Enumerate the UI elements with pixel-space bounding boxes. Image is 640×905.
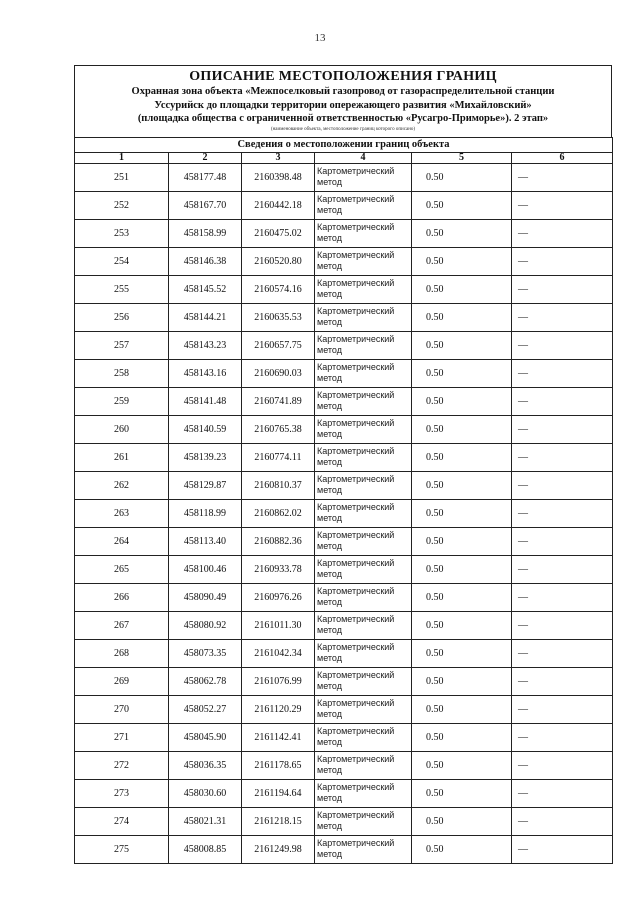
method-cell: Картометрический метод <box>315 807 412 835</box>
accuracy-cell: 0.50 <box>412 779 512 807</box>
boundary-description-document <box>74 65 612 864</box>
table-row <box>75 583 613 611</box>
method-cell: Картометрический метод <box>315 247 412 275</box>
note-dash: — <box>518 311 528 323</box>
accuracy-cell: 0.50 <box>412 667 512 695</box>
table-row <box>75 527 613 555</box>
point-number-cell: 271 <box>75 723 169 751</box>
note-cell <box>512 275 613 303</box>
note-dash: — <box>518 451 528 463</box>
method-cell: Картометрический метод <box>315 667 412 695</box>
point-number-cell: 275 <box>75 835 169 863</box>
note-cell <box>512 611 613 639</box>
note-cell <box>512 415 613 443</box>
accuracy-cell: 0.50 <box>412 331 512 359</box>
y-coordinate-cell: 2160574.16 <box>242 275 315 303</box>
x-coordinate-cell: 458129.87 <box>169 471 242 499</box>
point-number-cell: 265 <box>75 555 169 583</box>
x-coordinate-cell: 458146.38 <box>169 247 242 275</box>
table-row <box>75 611 613 639</box>
accuracy-cell: 0.50 <box>412 807 512 835</box>
table-row <box>75 359 613 387</box>
accuracy-cell: 0.50 <box>412 163 512 191</box>
note-cell <box>512 807 613 835</box>
accuracy-cell: 0.50 <box>412 695 512 723</box>
table-row <box>75 331 613 359</box>
y-coordinate-cell: 2160862.02 <box>242 499 315 527</box>
accuracy-cell: 0.50 <box>412 639 512 667</box>
y-coordinate-cell: 2160475.02 <box>242 219 315 247</box>
x-coordinate-cell: 458143.16 <box>169 359 242 387</box>
method-cell: Картометрический метод <box>315 275 412 303</box>
note-dash: — <box>518 647 528 659</box>
object-name-line-3: (площадка общества с ограниченной ответственностью «Русагро-Приморье»). 2 этап» <box>137 113 549 124</box>
method-cell: Картометрический метод <box>315 359 412 387</box>
x-coordinate-cell: 458100.46 <box>169 555 242 583</box>
column-number-row <box>75 152 613 163</box>
note-dash: — <box>518 759 528 771</box>
note-cell <box>512 359 613 387</box>
note-cell <box>512 555 613 583</box>
table-row <box>75 499 613 527</box>
note-cell <box>512 387 613 415</box>
y-coordinate-cell: 2160398.48 <box>242 163 315 191</box>
point-number-cell: 261 <box>75 443 169 471</box>
section-title: Сведения о местоположении границ объекта <box>75 137 613 152</box>
table-row <box>75 191 613 219</box>
accuracy-cell: 0.50 <box>412 387 512 415</box>
accuracy-cell: 0.50 <box>412 247 512 275</box>
table-row <box>75 835 613 863</box>
table-row <box>75 639 613 667</box>
table-row <box>75 247 613 275</box>
section-header-row <box>75 137 613 152</box>
x-coordinate-cell: 458167.70 <box>169 191 242 219</box>
table-row <box>75 275 613 303</box>
note-cell <box>512 163 613 191</box>
accuracy-cell: 0.50 <box>412 499 512 527</box>
y-coordinate-cell: 2161194.64 <box>242 779 315 807</box>
y-coordinate-cell: 2161011.30 <box>242 611 315 639</box>
note-cell <box>512 695 613 723</box>
y-coordinate-cell: 2160810.37 <box>242 471 315 499</box>
y-coordinate-cell: 2161042.34 <box>242 639 315 667</box>
point-number-cell: 262 <box>75 471 169 499</box>
x-coordinate-cell: 458073.35 <box>169 639 242 667</box>
method-cell: Картометрический метод <box>315 163 412 191</box>
y-coordinate-cell: 2160765.38 <box>242 415 315 443</box>
method-cell: Картометрический метод <box>315 443 412 471</box>
y-coordinate-cell: 2161218.15 <box>242 807 315 835</box>
y-coordinate-cell: 2160933.78 <box>242 555 315 583</box>
document-title: ОПИСАНИЕ МЕСТОПОЛОЖЕНИЯ ГРАНИЦ <box>189 69 497 84</box>
x-coordinate-cell: 458141.48 <box>169 387 242 415</box>
accuracy-cell: 0.50 <box>412 555 512 583</box>
note-dash: — <box>518 367 528 379</box>
note-cell <box>512 835 613 863</box>
method-cell: Картометрический метод <box>315 779 412 807</box>
accuracy-cell: 0.50 <box>412 835 512 863</box>
y-coordinate-cell: 2160657.75 <box>242 331 315 359</box>
method-cell: Картометрический метод <box>315 331 412 359</box>
point-number-cell: 258 <box>75 359 169 387</box>
table-row <box>75 387 613 415</box>
point-number-cell: 263 <box>75 499 169 527</box>
note-dash: — <box>518 787 528 799</box>
point-number-cell: 252 <box>75 191 169 219</box>
table-row <box>75 751 613 779</box>
note-cell <box>512 219 613 247</box>
point-number-cell: 256 <box>75 303 169 331</box>
x-coordinate-cell: 458008.85 <box>169 835 242 863</box>
y-coordinate-cell: 2161178.65 <box>242 751 315 779</box>
note-cell <box>512 527 613 555</box>
method-cell: Картометрический метод <box>315 723 412 751</box>
note-dash: — <box>518 479 528 491</box>
note-dash: — <box>518 283 528 295</box>
table-row <box>75 779 613 807</box>
x-coordinate-cell: 458052.27 <box>169 695 242 723</box>
y-coordinate-cell: 2160741.89 <box>242 387 315 415</box>
note-dash: — <box>518 507 528 519</box>
point-number-cell: 251 <box>75 163 169 191</box>
note-cell <box>512 667 613 695</box>
point-number-cell: 266 <box>75 583 169 611</box>
y-coordinate-cell: 2161249.98 <box>242 835 315 863</box>
point-number-cell: 267 <box>75 611 169 639</box>
note-dash: — <box>518 535 528 547</box>
note-dash: — <box>518 675 528 687</box>
x-coordinate-cell: 458030.60 <box>169 779 242 807</box>
x-coordinate-cell: 458036.35 <box>169 751 242 779</box>
note-cell <box>512 247 613 275</box>
method-cell: Картометрический метод <box>315 555 412 583</box>
table-row <box>75 723 613 751</box>
accuracy-cell: 0.50 <box>412 611 512 639</box>
table-row <box>75 415 613 443</box>
note-cell <box>512 723 613 751</box>
accuracy-cell: 0.50 <box>412 303 512 331</box>
note-cell <box>512 499 613 527</box>
accuracy-cell: 0.50 <box>412 359 512 387</box>
point-number-cell: 255 <box>75 275 169 303</box>
method-cell: Картометрический метод <box>315 835 412 863</box>
note-dash: — <box>518 171 528 183</box>
note-dash: — <box>518 703 528 715</box>
column-number: 5 <box>412 152 512 163</box>
point-number-cell: 269 <box>75 667 169 695</box>
note-dash: — <box>518 255 528 267</box>
table-row <box>75 695 613 723</box>
note-dash: — <box>518 199 528 211</box>
method-cell: Картометрический метод <box>315 191 412 219</box>
note-dash: — <box>518 591 528 603</box>
point-number-cell: 260 <box>75 415 169 443</box>
method-cell: Картометрический метод <box>315 695 412 723</box>
accuracy-cell: 0.50 <box>412 443 512 471</box>
point-number-cell: 253 <box>75 219 169 247</box>
accuracy-cell: 0.50 <box>412 275 512 303</box>
method-cell: Картометрический метод <box>315 387 412 415</box>
point-number-cell: 274 <box>75 807 169 835</box>
method-cell: Картометрический метод <box>315 751 412 779</box>
method-cell: Картометрический метод <box>315 527 412 555</box>
note-cell <box>512 583 613 611</box>
column-number: 4 <box>315 152 412 163</box>
note-cell <box>512 443 613 471</box>
note-cell <box>512 779 613 807</box>
x-coordinate-cell: 458090.49 <box>169 583 242 611</box>
y-coordinate-cell: 2160976.26 <box>242 583 315 611</box>
y-coordinate-cell: 2160690.03 <box>242 359 315 387</box>
coordinates-table <box>74 137 613 864</box>
point-number-cell: 273 <box>75 779 169 807</box>
method-cell: Картометрический метод <box>315 219 412 247</box>
y-coordinate-cell: 2160882.36 <box>242 527 315 555</box>
x-coordinate-cell: 458021.31 <box>169 807 242 835</box>
object-name-line-1: Охранная зона объекта «Межпоселковый газопровод от газораспределительной станции <box>131 86 555 97</box>
note-cell <box>512 639 613 667</box>
note-cell <box>512 303 613 331</box>
x-coordinate-cell: 458062.78 <box>169 667 242 695</box>
method-cell: Картометрический метод <box>315 303 412 331</box>
method-cell: Картометрический метод <box>315 415 412 443</box>
accuracy-cell: 0.50 <box>412 415 512 443</box>
note-dash: — <box>518 339 528 351</box>
point-number-cell: 264 <box>75 527 169 555</box>
note-dash: — <box>518 731 528 743</box>
method-cell: Картометрический метод <box>315 611 412 639</box>
y-coordinate-cell: 2160442.18 <box>242 191 315 219</box>
method-cell: Картометрический метод <box>315 471 412 499</box>
y-coordinate-cell: 2161076.99 <box>242 667 315 695</box>
column-number: 2 <box>169 152 242 163</box>
x-coordinate-cell: 458144.21 <box>169 303 242 331</box>
note-dash: — <box>518 563 528 575</box>
document-header <box>74 65 612 137</box>
table-row <box>75 807 613 835</box>
note-dash: — <box>518 843 528 855</box>
x-coordinate-cell: 458139.23 <box>169 443 242 471</box>
table-row <box>75 219 613 247</box>
method-cell: Картометрический метод <box>315 583 412 611</box>
x-coordinate-cell: 458158.99 <box>169 219 242 247</box>
point-number-cell: 272 <box>75 751 169 779</box>
y-coordinate-cell: 2161120.29 <box>242 695 315 723</box>
table-row <box>75 471 613 499</box>
accuracy-cell: 0.50 <box>412 583 512 611</box>
accuracy-cell: 0.50 <box>412 527 512 555</box>
x-coordinate-cell: 458045.90 <box>169 723 242 751</box>
note-cell <box>512 471 613 499</box>
x-coordinate-cell: 458118.99 <box>169 499 242 527</box>
note-cell <box>512 191 613 219</box>
object-name-hint: (наименование объекта, местоположение границ которого описано) <box>270 126 416 132</box>
x-coordinate-cell: 458177.48 <box>169 163 242 191</box>
note-dash: — <box>518 227 528 239</box>
point-number-cell: 254 <box>75 247 169 275</box>
x-coordinate-cell: 458143.23 <box>169 331 242 359</box>
y-coordinate-cell: 2160774.11 <box>242 443 315 471</box>
point-number-cell: 259 <box>75 387 169 415</box>
x-coordinate-cell: 458140.59 <box>169 415 242 443</box>
method-cell: Картометрический метод <box>315 499 412 527</box>
point-number-cell: 257 <box>75 331 169 359</box>
accuracy-cell: 0.50 <box>412 723 512 751</box>
x-coordinate-cell: 458080.92 <box>169 611 242 639</box>
point-number-cell: 270 <box>75 695 169 723</box>
method-cell: Картометрический метод <box>315 639 412 667</box>
accuracy-cell: 0.50 <box>412 219 512 247</box>
note-cell <box>512 751 613 779</box>
y-coordinate-cell: 2160635.53 <box>242 303 315 331</box>
table-row <box>75 443 613 471</box>
table-row <box>75 163 613 191</box>
column-number: 1 <box>75 152 169 163</box>
note-dash: — <box>518 395 528 407</box>
object-name-line-2: Уссурийск до площадки территории опережающего развития «Михайловский» <box>154 99 532 111</box>
accuracy-cell: 0.50 <box>412 191 512 219</box>
accuracy-cell: 0.50 <box>412 751 512 779</box>
x-coordinate-cell: 458113.40 <box>169 527 242 555</box>
point-number-cell: 268 <box>75 639 169 667</box>
column-number: 3 <box>242 152 315 163</box>
page-number: 13 <box>314 32 326 44</box>
table-row <box>75 667 613 695</box>
note-dash: — <box>518 619 528 631</box>
note-cell <box>512 331 613 359</box>
table-row <box>75 555 613 583</box>
note-dash: — <box>518 423 528 435</box>
accuracy-cell: 0.50 <box>412 471 512 499</box>
y-coordinate-cell: 2160520.80 <box>242 247 315 275</box>
table-row <box>75 303 613 331</box>
x-coordinate-cell: 458145.52 <box>169 275 242 303</box>
note-dash: — <box>518 815 528 827</box>
column-number: 6 <box>512 152 613 163</box>
y-coordinate-cell: 2161142.41 <box>242 723 315 751</box>
